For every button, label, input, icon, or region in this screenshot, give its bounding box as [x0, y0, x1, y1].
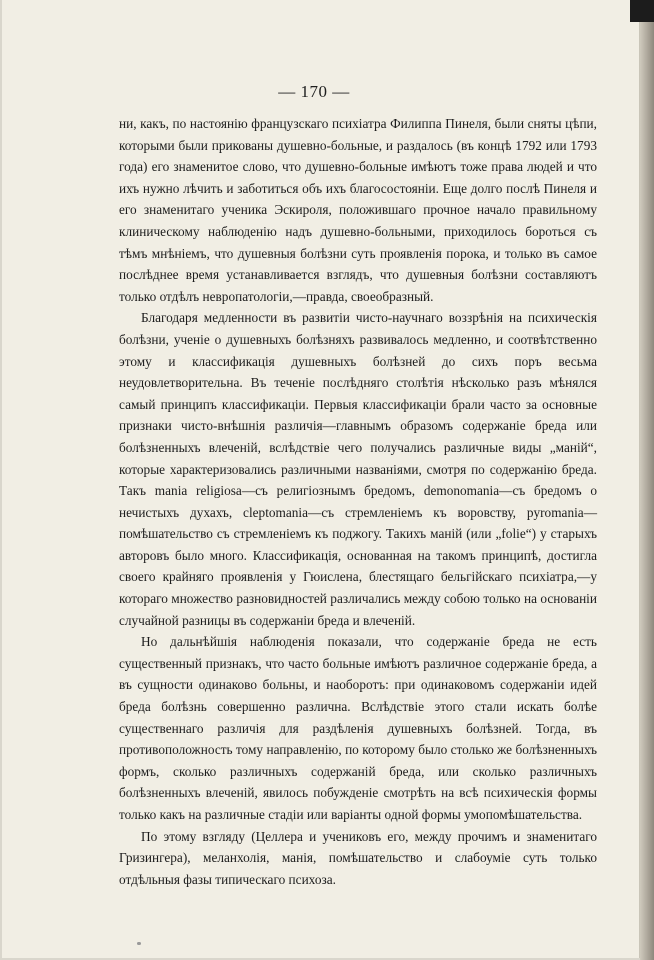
page-edge	[640, 0, 654, 960]
corner-mark	[630, 0, 654, 22]
speck	[137, 942, 141, 945]
paragraph-1: ни, какъ, по настоянію французскаго психіатра Филиппа Пинеля, были сняты цѣпи, которыми были прикованы душевно-больные, и раздалось (въ концѣ 1792 или 1793 года) его знаменитое слово, что душевно-больные имѣютъ тоже права людей и что ихъ нужно лѣчить и заботиться объ ихъ благосостояніи. Еще долго послѣ Пинеля и его знаменитаго ученика Эскироля, положившаго прочное начало правильному клиническому наблюденію надъ душевно-больными, приходилось бороться съ тѣмъ мнѣніемъ, что душевныя болѣзни суть проявленія порока, и только въ самое послѣднее время устанавливается взглядъ, что душевныя болѣзни составляютъ только отдѣлъ невропатологіи,—правда, своеобразный.	[119, 116, 597, 304]
paragraph-2: Благодаря медленности въ развитіи чисто-научнаго воззрѣнія на психическія болѣзни, ученіе о душевныхъ болѣзняхъ развивалось медленно, и соотвѣтственно этому и классификація душевныхъ болѣзней до сихъ поръ весьма неудовлетворительна. Въ теченіе послѣдняго столѣтія нѣсколько разъ мѣнялся самый принципъ классификаціи. Первыя классификаціи брали часто за основные признаки чисто-внѣшнія различія—главнымъ образомъ содержаніе бреда или болѣзненныхъ влеченій, вслѣдствіе чего получались различные виды „маній“, которые характеризовались различными названіями, смотря по содержанію бреда. Такъ mania religiosa—съ религіознымъ бредомъ, demonomania—съ бредомъ о нечистыхъ духахъ, cleptomania—съ стремленіемъ къ воровству, pyromania—помѣшательство съ стремленіемъ къ поджогу. Такихъ маній (или „folie“) у старыхъ авторовъ было много. Классификація, основанная на такомъ принципѣ, достигла своего крайняго проявленія у Гюислена, блестящаго бельгійскаго психіатра,—у котораго множество разновидностей различались между собою только на основаніи случайной разницы въ содержаніи бреда и влеченій.	[119, 310, 597, 628]
page-number: — 170 —	[278, 82, 350, 101]
paragraph-4: По этому взгляду (Целлера и учениковъ его, между прочимъ и знаменитаго Гризингера), меланхолія, манія, помѣшательство и слабоуміе суть только отдѣльныя фазы типическаго психоза.	[119, 828, 597, 887]
body-text	[119, 113, 597, 890]
book-page	[2, 0, 640, 958]
paragraph-3: Но дальнѣйшія наблюденія показали, что содержаніе бреда не есть существенный признакъ, что часто больные имѣютъ различное содержаніе бреда, а въ сущности одинаково больны, и наоборотъ: при одинаковомъ содержаніи идей бреда болѣзнь совершенно различна. Вслѣдствіе этого стали искать болѣе существеннаго различія для раздѣленія душевныхъ болѣзней. Тогда, въ противоположность тому направленію, по которому было столько же болѣзненныхъ формъ, сколько различныхъ содержаній бреда, или сколько различныхъ болѣзненныхъ влеченій, явилось побужденіе смотрѣть на всѣ психическія формы только какъ на различные стадіи или варіанты одной формы умопомѣшательства.	[119, 634, 597, 822]
